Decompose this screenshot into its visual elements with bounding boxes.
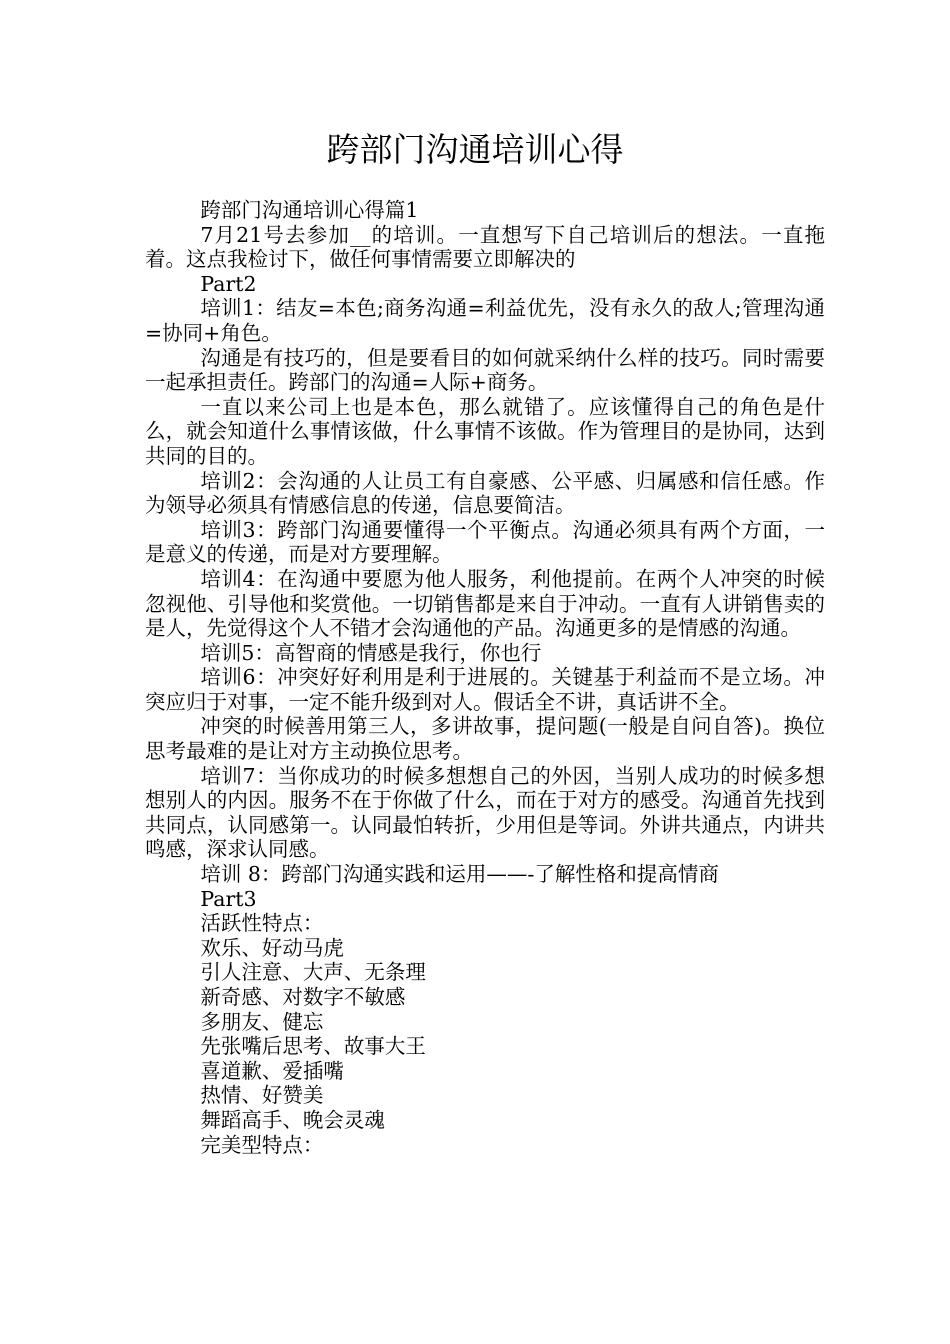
paragraph: Part2	[200, 271, 257, 296]
paragraph: 培训7：当你成功的时候多想想自己的外因，当别人成功的时候多想想别人的内因。服务不在于你做了什么，而在于对方的感受。沟通首先找到共同点，认同感第一。认同最怕转折，少用但是等词。外讲共通点，内讲共鸣感，深求认同感。	[145, 763, 825, 862]
paragraph: 舞蹈高手、晚会灵魂	[200, 1107, 385, 1132]
paragraph: 多朋友、健忘	[200, 1009, 324, 1034]
paragraph: 引人注意、大声、无条理	[200, 960, 426, 985]
paragraph: 培训 8：跨部门沟通实践和运用——-了解性格和提高情商	[200, 862, 719, 887]
paragraph: 一直以来公司上也是本色，那么就错了。应该懂得自己的角色是什么，就会知道什么事情该做，什么事情不该做。作为管理目的是协同，达到共同的目的。	[145, 394, 825, 468]
document-body	[145, 198, 825, 1157]
paragraph: 培训3：跨部门沟通要懂得一个平衡点。沟通必须具有两个方面，一是意义的传递，而是对方要理解。	[145, 517, 825, 567]
paragraph: Part3	[200, 886, 257, 911]
paragraph: 7月21号去参加__的培训。一直想写下自己培训后的想法。一直拖着。这点我检讨下，做任何事情需要立即解决的	[145, 222, 825, 272]
paragraph: 培训4：在沟通中要愿为他人服务，利他提前。在两个人冲突的时候忽视他、引导他和奖赏他。一切销售都是来自于冲动。一直有人讲销售卖的是人，先觉得这个人不错才会沟通他的产品。沟通更多的是情感的沟通。	[145, 566, 825, 641]
paragraph: 喜道歉、爱插嘴	[200, 1058, 344, 1083]
paragraph: 先张嘴后思考、故事大王	[200, 1034, 426, 1059]
paragraph: 培训5：高智商的情感是我行，你也行	[200, 640, 542, 665]
paragraph: 培训2：会沟通的人让员工有自豪感、公平感、归属感和信任感。作为领导必须具有情感信息的传递，信息要简洁。	[145, 468, 825, 518]
paragraph: 跨部门沟通培训心得篇1	[200, 198, 419, 222]
paragraph: 培训1：结友=本色;商务沟通=利益优先，没有永久的敌人;管理沟通=协同+角色。	[145, 296, 825, 345]
paragraph: 新奇感、对数字不敏感	[200, 985, 406, 1009]
paragraph: 沟通是有技巧的，但是要看目的如何就采纳什么样的技巧。同时需要一起承担责任。跨部门的沟通=人际+商务。	[145, 345, 825, 395]
paragraph: 完美型特点：	[200, 1132, 324, 1157]
paragraph: 冲突的时候善用第三人，多讲故事，提问题(一般是自问自答)。换位思考最难的是让对方主动换位思考。	[145, 714, 825, 764]
paragraph: 培训6：冲突好好利用是利于进展的。关键基于利益而不是立场。冲突应归于对事，一定不能升级到对人。假话全不讲，真话讲不全。	[145, 665, 825, 714]
paragraph: 热情、好赞美	[200, 1083, 324, 1108]
document-title: 跨部门沟通培训心得	[326, 130, 624, 169]
paragraph: 活跃性特点：	[200, 911, 324, 936]
paragraph: 欢乐、好动马虎	[200, 935, 344, 960]
